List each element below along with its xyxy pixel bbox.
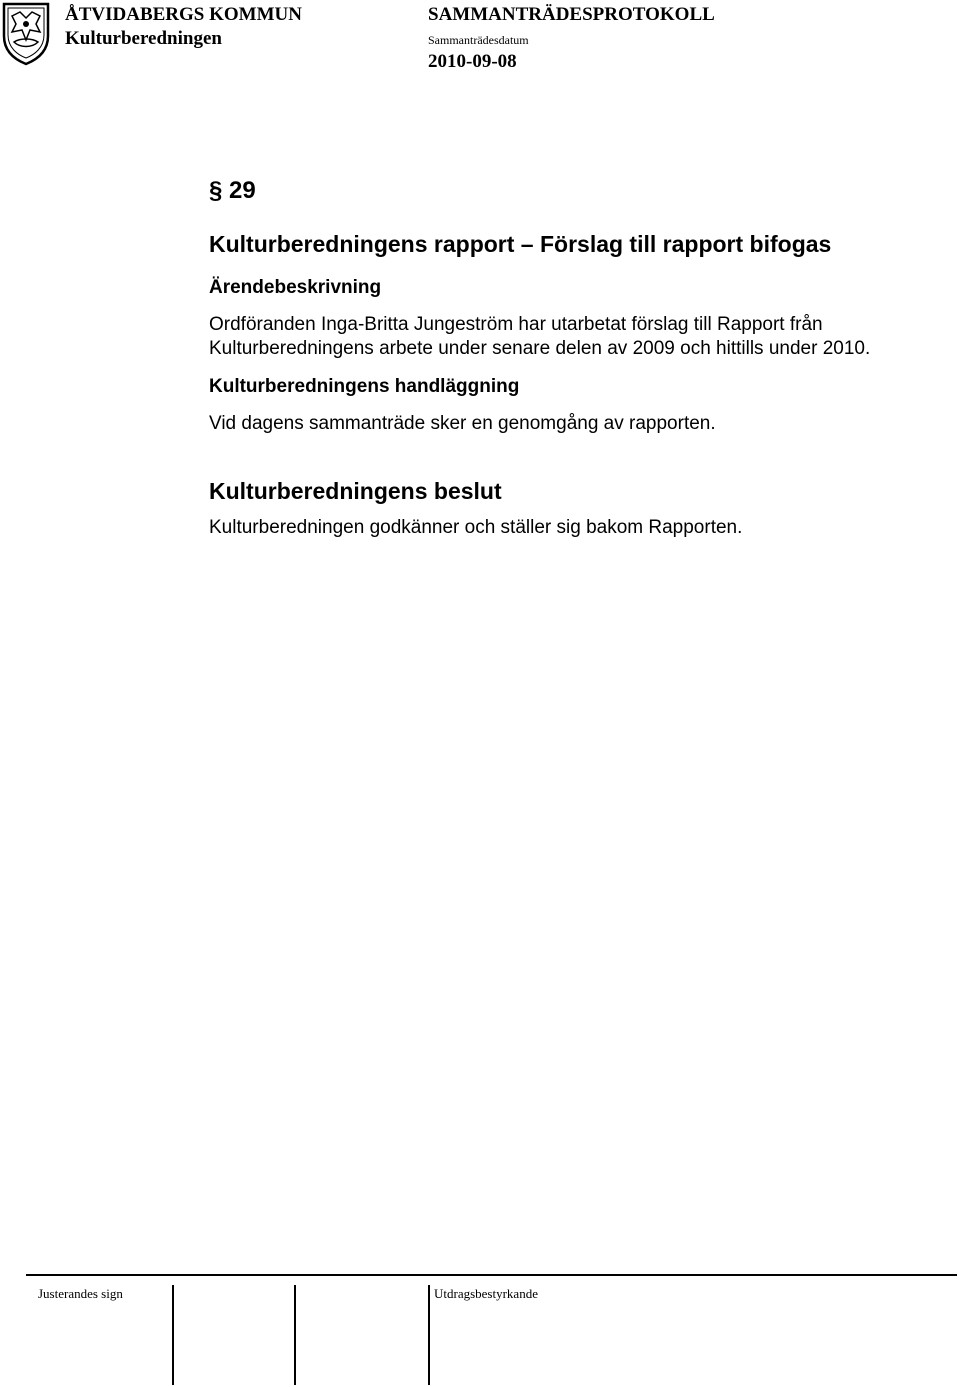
decision-text: Kulturberedningen godkänner och ställer sig bakom Rapporten. xyxy=(209,516,743,538)
handling-heading: Kulturberedningens handläggning xyxy=(209,376,520,397)
meeting-date: 2010-09-08 xyxy=(428,51,517,72)
signature-box-divider xyxy=(294,1285,296,1385)
decision-heading: Kulturberedningens beslut xyxy=(209,477,502,504)
footer-divider xyxy=(26,1274,957,1276)
handling-text: Vid dagens sammanträde sker en genomgång av rapporten. xyxy=(209,413,716,434)
organization-name: ÅTVIDABERGS KOMMUN xyxy=(65,4,302,25)
utdragsbestyrkande-label: Utdragsbestyrkande xyxy=(434,1286,538,1301)
section-title: Kulturberedningens rapport – Förslag till rapport bifogas xyxy=(209,231,832,257)
justerandes-sign-label: Justerandes sign xyxy=(38,1286,123,1301)
protocol-section xyxy=(209,175,909,551)
paragraph-number xyxy=(209,175,909,207)
signature-box-divider xyxy=(172,1285,174,1385)
signature-box-divider xyxy=(428,1285,430,1385)
paragraph-symbol: § xyxy=(209,177,223,204)
paragraph-number-value: 29 xyxy=(229,177,256,204)
description-heading: Ärendebeskrivning xyxy=(209,277,382,298)
description-text: Ordföranden Inga-Britta Jungeström har utarbetat förslag till Rapport från Kulturberedningens arbete under senare delen av 2009 och hittills under 2010. xyxy=(209,314,871,359)
meeting-date-label: Sammanträdesdatum xyxy=(428,33,529,47)
coat-of-arms-icon xyxy=(0,0,52,66)
committee-name: Kulturberedningen xyxy=(65,28,222,49)
document-type: SAMMANTRÄDESPROTOKOLL xyxy=(428,4,715,25)
